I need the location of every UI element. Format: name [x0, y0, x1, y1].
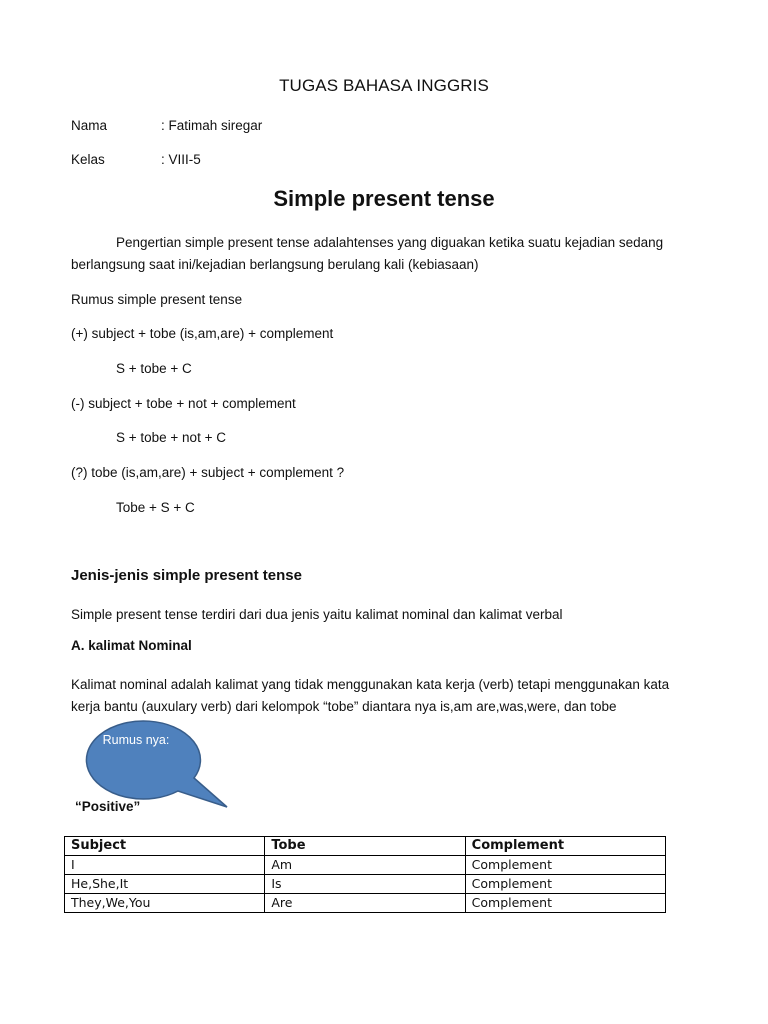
table-row: [65, 875, 666, 894]
table-header-cell: Complement: [465, 837, 665, 856]
table-cell: Am: [265, 856, 465, 875]
nominal-description: Kalimat nominal adalah kalimat yang tidak menggunakan kata kerja (verb) tetapi menggunakan kata kerja bantu (auxulary verb) dari kelompok “tobe” diantara nya is,am are,was,were, dan tobe: [71, 677, 670, 714]
types-description: Simple present tense terdiri dari dua jenis yaitu kalimat nominal dan kalimat verbal: [71, 607, 563, 622]
types-heading: Jenis-jenis simple present tense: [71, 567, 302, 584]
class-label: Kelas: [71, 152, 105, 167]
formula-negative: (-) subject + tobe + not + complement: [71, 396, 296, 411]
table-row: [65, 894, 666, 913]
table-row: [65, 856, 666, 875]
section-title: Simple present tense: [273, 186, 495, 211]
name-value: : Fatimah siregar: [161, 118, 263, 133]
formula-heading: Rumus simple present tense: [71, 292, 243, 307]
intro-paragraph: Pengertian simple present tense adalahtenses yang diguakan ketika suatu kejadian sedang berlangsung saat ini/kejadian berlangsung berulang kali (kebiasaan): [71, 235, 664, 272]
table-cell: Complement: [465, 875, 665, 894]
table-header-row: [65, 837, 666, 856]
table-cell: I: [65, 856, 265, 875]
class-value: : VIII-5: [161, 152, 201, 167]
table-cell: Complement: [465, 894, 665, 913]
table-header-cell: Subject: [65, 837, 265, 856]
table-cell: They,We,You: [65, 894, 265, 913]
table-cell: Is: [265, 875, 465, 894]
callout-text: Rumus nya:: [102, 733, 170, 747]
table-cell: Are: [265, 894, 465, 913]
table-header-cell: Tobe: [265, 837, 465, 856]
name-label: Nama: [71, 118, 108, 133]
formula-question: (?) tobe (is,am,are) + subject + complement ?: [71, 465, 345, 480]
table-cell: He,She,It: [65, 875, 265, 894]
table-cell: Complement: [465, 856, 665, 875]
formula-positive-short: S + tobe + C: [116, 361, 192, 376]
formula-question-short: Tobe + S + C: [116, 500, 195, 515]
nominal-heading: A. kalimat Nominal: [71, 638, 192, 653]
document-title: TUGAS BAHASA INGGRIS: [279, 76, 489, 95]
positive-table: [64, 836, 666, 913]
formula-positive: (+) subject + tobe (is,am,are) + complement: [71, 326, 334, 341]
positive-label: “Positive”: [75, 799, 141, 814]
formula-negative-short: S + tobe + not + C: [116, 430, 226, 445]
